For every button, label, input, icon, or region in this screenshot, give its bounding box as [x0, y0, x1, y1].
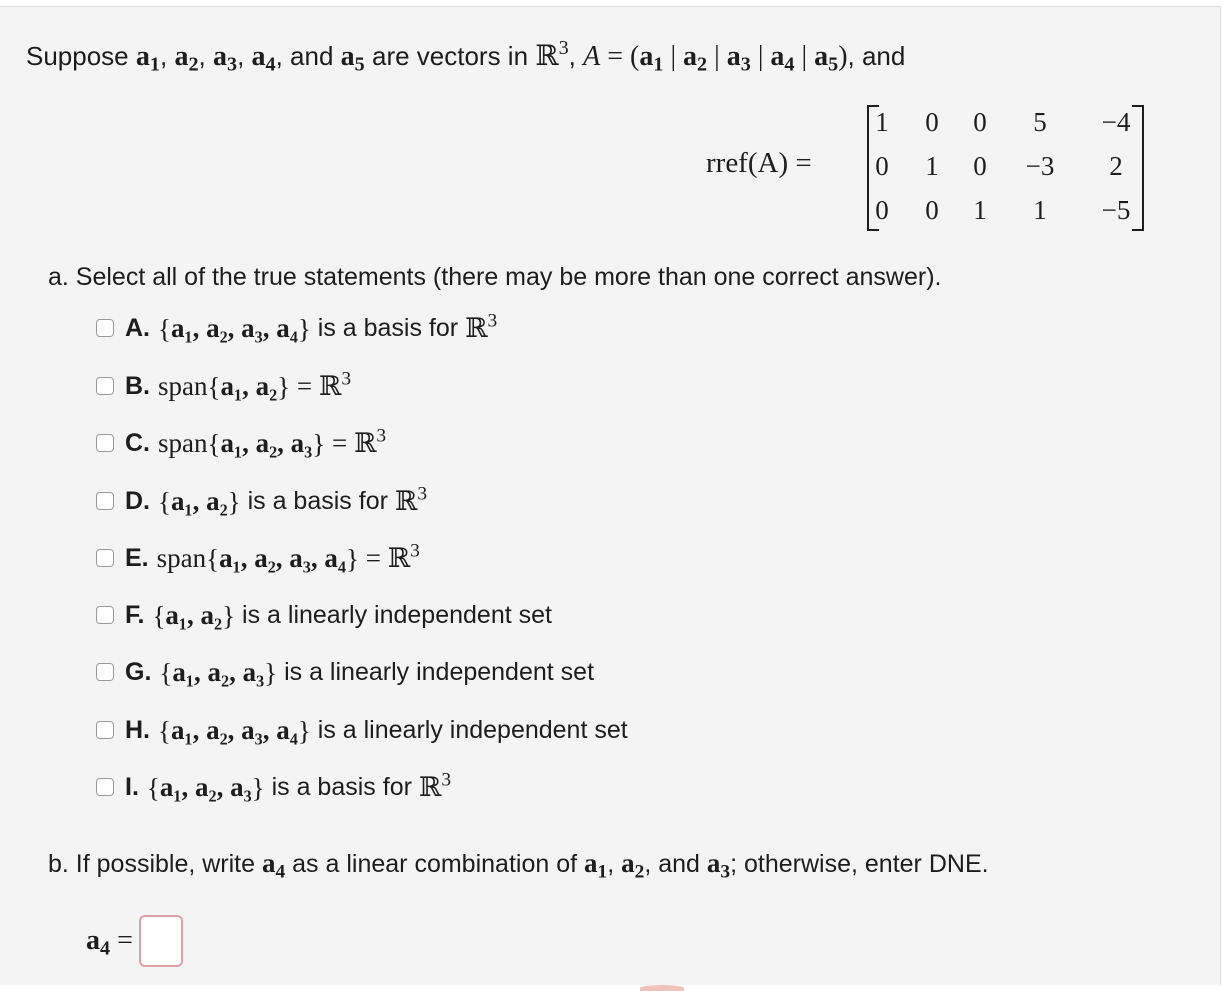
vector-set: a₁, a₂ — [165, 599, 223, 630]
checkbox-b[interactable] — [96, 377, 114, 395]
question-card — [0, 6, 1221, 985]
option-b[interactable]: B. span { a₁, a₂ } = ℝ$^3$ — [96, 369, 351, 403]
checkbox-d[interactable] — [96, 492, 114, 510]
vector-set: a₁, a₂ — [220, 370, 278, 401]
matrix-cell: 5 — [1033, 107, 1047, 137]
problem-statement: Suppose $a_1$, $a_2$, $a_3$, $a_4$, and $a_5$ are vectors in ℝ$^3$, $A = (a_1$ | $a_2$ | $a_3$ | $a_4$ | $a_5$), and — [26, 36, 906, 76]
matrix-cell: 0 — [925, 107, 939, 137]
matrix-cell: 0 — [875, 151, 889, 181]
vector-set: a₁, a₂, a₃, a₄ — [219, 542, 346, 573]
focus-indicator — [640, 985, 684, 991]
vector-set: a₁, a₂, a₃ — [220, 427, 313, 458]
vector-set: a₁, a₂, a₃, a₄ — [170, 714, 298, 745]
option-i[interactable]: I. { a₁, a₂, a₃ } is a basis for ℝ$^3$ — [96, 770, 451, 804]
option-h[interactable]: H. { a₁, a₂, a₃, a₄ } is a linearly independent set — [96, 713, 628, 747]
option-a[interactable]: A. { a₁, a₂, a₃, a₄ } is a basis for ℝ$^3$ — [96, 311, 497, 345]
vector-a2: $a_2$ — [174, 41, 199, 76]
matrix-cell: 0 — [973, 107, 987, 137]
rref-label: rref(A) = — [706, 147, 812, 179]
checkbox-i[interactable] — [96, 778, 114, 796]
real-space-r3: ℝ$^3$ — [535, 36, 569, 72]
option-f[interactable]: F. { a₁, a₂ } is a linearly independent set — [96, 598, 552, 632]
matrix-cell: 1 — [973, 195, 987, 225]
vector-a1: $a_1$ — [135, 41, 160, 76]
matrix-cell: −4 — [1101, 107, 1131, 137]
answer-input[interactable] — [139, 915, 183, 967]
answer-row — [86, 911, 183, 971]
checkbox-c[interactable] — [96, 434, 114, 452]
matrix-cell: 2 — [1109, 151, 1123, 181]
vector-set: a₁, a₂ — [170, 485, 228, 516]
matrix-cell: −5 — [1101, 195, 1131, 225]
checkbox-g[interactable] — [96, 663, 114, 681]
vector-set: a₁, a₂, a₃, a₄ — [170, 312, 298, 343]
text-are-vectors-in: are vectors in — [371, 41, 529, 71]
part-a-prompt: a. Select all of the true statements (there may be more than one correct answer). — [48, 263, 942, 291]
answer-label: $a_4$ = — [86, 925, 133, 960]
matrix-cell: −3 — [1025, 151, 1055, 181]
option-e[interactable]: E. span { a₁, a₂, a₃, a₄ } = ℝ$^3$ — [96, 541, 420, 575]
vector-set: a₁, a₂, a₃ — [159, 771, 252, 802]
matrix-a-definition: $A = (a_1$ | $a_2$ | $a_3$ | $a_4$ | $a_5$) — [583, 41, 848, 76]
option-d[interactable]: D. { a₁, a₂ } is a basis for ℝ$^3$ — [96, 484, 427, 518]
matrix-cell: 0 — [875, 195, 889, 225]
option-c[interactable]: C. span { a₁, a₂, a₃ } = ℝ$^3$ — [96, 426, 386, 460]
matrix-cell: 0 — [925, 195, 939, 225]
vector-a3: $a_3$ — [212, 41, 238, 76]
vector-set: a₁, a₂, a₃ — [172, 656, 265, 687]
checkbox-h[interactable] — [96, 721, 114, 739]
checkbox-e[interactable] — [96, 549, 114, 567]
checkbox-a[interactable] — [96, 319, 114, 337]
checkbox-f[interactable] — [96, 606, 114, 624]
matrix-cell: 0 — [973, 151, 987, 181]
rref-matrix — [860, 105, 1150, 229]
matrix-cell: 1 — [875, 107, 889, 137]
matrix-cell: 1 — [925, 151, 939, 181]
matrix-cell: 1 — [1033, 195, 1047, 225]
option-g[interactable]: G. { a₁, a₂, a₃ } is a linearly independent set — [96, 655, 594, 689]
vector-a4: $a_4$ — [251, 41, 276, 76]
vector-a5: $a_5$ — [340, 41, 365, 76]
part-b-prompt: b. If possible, write $a_4$ as a linear combination of $a_1$, $a_2$, and $a_3$; otherwise, enter DNE. — [48, 848, 989, 883]
text-suppose: Suppose — [26, 41, 129, 71]
